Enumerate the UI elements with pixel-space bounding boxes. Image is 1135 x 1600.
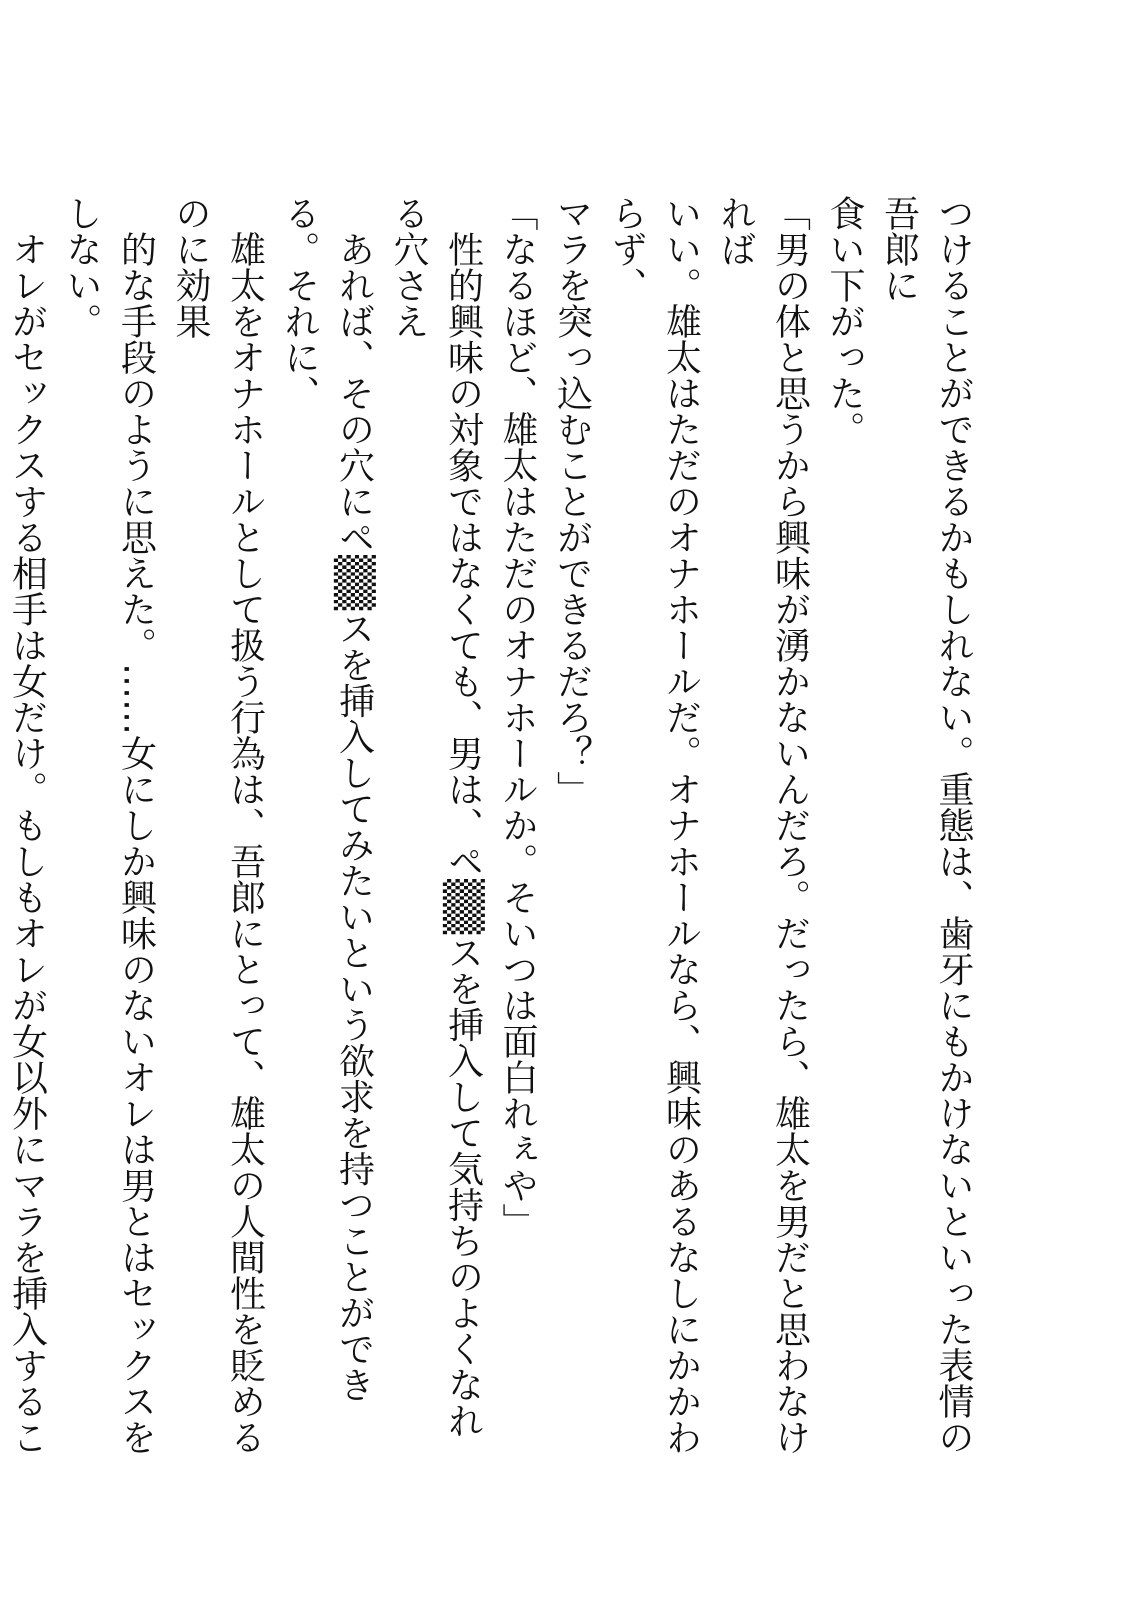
paragraph [0, 195, 490, 1455]
paragraph [817, 195, 981, 1455]
text-line: いい。雄太はただのオナホールだ。オナホールなら、興味のあるなしにかかわらず、 [606, 195, 702, 1455]
text-line: 食い下がった。 [824, 195, 865, 447]
paragraph [544, 195, 817, 1455]
text-line: あれば、その穴にペ▒▒スを挿入してみたいという欲求を持つことができる。それに、 [279, 195, 375, 1403]
vertical-text-body [0, 195, 980, 1455]
text-line: 「なるほど、雄太はただのオナホールか。そいつは面白れぇや」 [497, 195, 538, 1239]
text-line: 「男の体と思うから興味が湧かないんだろ。だったら、雄太を男だと思わなければ [715, 195, 811, 1455]
text-line: マラを突っ込むことができるだろ？」 [551, 195, 593, 807]
paragraph [490, 195, 545, 1455]
text-line: 性的興味の対象ではなくても、男は、ペ▒▒スを挿入して気持ちのよくなれる穴さえ [388, 195, 484, 1439]
text-line: 的な手段のように思えた。……女にしか興味のないオレは男とはセックスをしない。 [61, 195, 157, 1455]
text-line: オレがセックスする相手は女だけ。もしもオレが女以外にマラを挿入するこ [6, 231, 48, 1455]
text-line: 雄太をオナホールとして扱う行為は、吾郎にとって、雄太の人間性を貶めるのに効果 [170, 195, 266, 1455]
text-line: つけることができるかもしれない。重態は、歯牙にもかけないといった表情の吾郎に [878, 195, 974, 1455]
